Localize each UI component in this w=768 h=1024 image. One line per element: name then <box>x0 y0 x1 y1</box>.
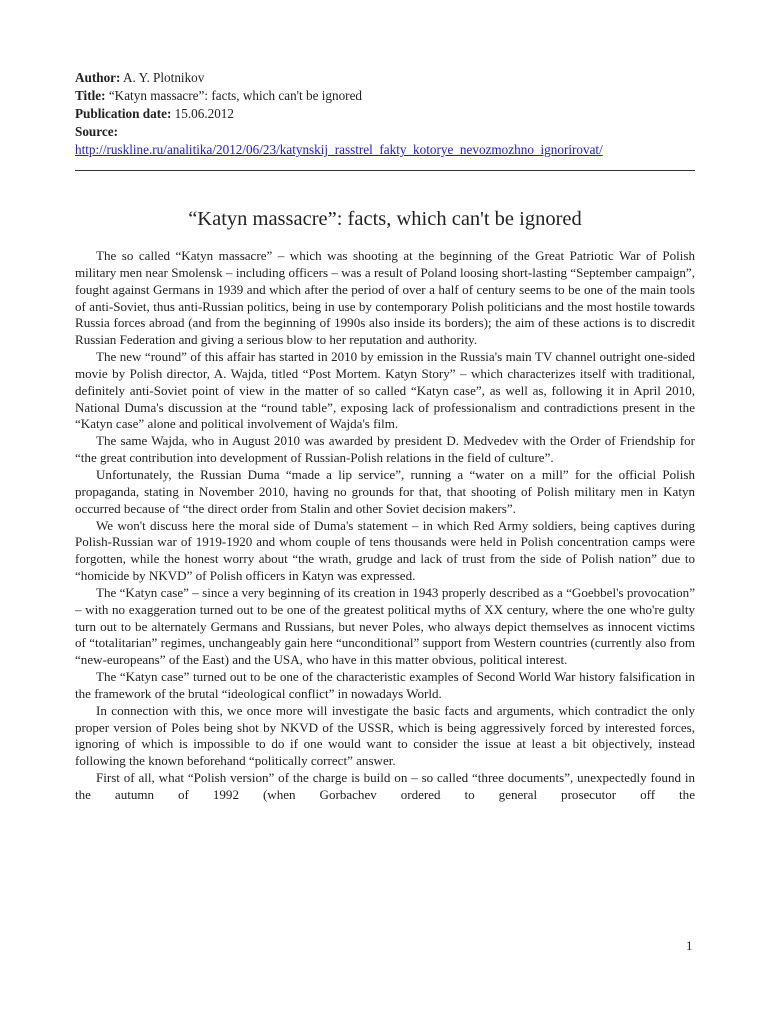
paragraph: We won't discuss here the moral side of Duma's statement – in which Red Army soldiers, being captives during Polish-Russian war of 1919-1920 and whom couple of tens thousands were held in Polish concentration camps were forgotten, while the honest worry about “the wrath, grudge and lack of trust from the side of Polish nation” due to “homicide by NKVD” of Polish officers in Katyn was expressed. <box>75 517 695 584</box>
title-line <box>75 87 715 105</box>
paragraph: First of all, what “Polish version” of the charge is build on – so called “three documents”, unexpectedly found in the autumn of 1992 (when Gorbachev ordered to general prosecutor off the <box>75 770 695 802</box>
page-number: 1 <box>686 938 693 953</box>
author-value: A. Y. Plotnikov <box>123 70 205 85</box>
publication-date-line <box>75 105 715 123</box>
source-label: Source: <box>75 124 118 139</box>
author-line <box>75 69 715 87</box>
paragraph: The same Wajda, who in August 2010 was awarded by president D. Medvedev with the Order of Friendship for “the great contribution into development of Russian-Polish relations in the field of culture”. <box>75 433 695 466</box>
article-heading: “Katyn massacre”: facts, which can't be ignored <box>188 208 582 230</box>
document-metadata <box>75 69 715 159</box>
paragraph: Unfortunately, the Russian Duma “made a lip service”, running a “water on a mill” for the official Polish propaganda, stating in November 2010, having no grounds for that, that shooting of Polish military men in Katyn occurred because of “the direct order from Stalin and other Soviet decision makers”. <box>75 466 695 516</box>
paragraph: The so called “Katyn massacre” – which was shooting at the beginning of the Great Patriotic War of Polish military men near Smolensk – including officers – was a result of Poland loosing short-lasting “September campaign”, fought against Germans in 1939 and which after the period of over a half of century seems to be one of the main tools of anti-Soviet, thus anti-Russian politics, being in use by contemporary Polish politicians and the most hostile towards Russia forces abroad (and from the beginning of 1990s also inside its borders); the aim of these actions is to discredit Russian Federation and giving a serious blow to her reputation and authority. <box>75 248 695 348</box>
horizontal-divider <box>75 170 695 171</box>
source-url-line <box>75 141 715 159</box>
author-label: Author: <box>75 70 121 85</box>
title-value: “Katyn massacre”: facts, which can't be ignored <box>108 88 363 103</box>
publication-date-label: Publication date: <box>75 106 172 121</box>
paragraph: The new “round” of this affair has started in 2010 by emission in the Russia's main TV channel outright one-sided movie by Polish director, A. Wajda, titled “Post Mortem. Katyn Story” – which characterizes itself with traditional, definitely anti-Soviet point of view in the matter of so called “Katyn case”, as well as, following it in April 2010, National Duma's discussion at the “round table”, exposing lack of professionalism and contradictions present in the “Katyn case” alone and political involvement of Wajda's film. <box>75 349 695 432</box>
publication-date-value: 15.06.2012 <box>174 106 234 121</box>
paragraph: In connection with this, we once more will investigate the basic facts and arguments, which contradict the only proper version of Poles being shot by NKVD of the USSR, which is being aggressively forced by interested forces, ignoring of which is impossible to do if one would want to consider the issue at least a bit objectively, instead following the known beforehand “politically correct” answer. <box>75 702 695 769</box>
article-body <box>75 248 695 804</box>
source-link[interactable]: http://ruskline.ru/analitika/2012/06/23/katynskij_rasstrel_fakty_kotorye_nevozmozhno_ignorirovat/ <box>75 142 603 157</box>
source-line <box>75 123 715 141</box>
title-label: Title: <box>75 88 106 103</box>
paragraph: The “Katyn case” turned out to be one of the characteristic examples of Second World War history falsification in the framework of the brutal “ideological conflict” in nowadays World. <box>75 669 695 701</box>
paragraph: The “Katyn case” – since a very beginning of its creation in 1943 properly described as a “Goebbel's provocation” – with no exaggeration turned out to be one of the greatest political myths of XX century, where the one who're gulty turn out to be alternately Germans and Russians, but never Poles, who always depict themselves as innocent victims of “totalitarian” regimes, unchangeably gain here “unconditional” support from Western countries (currently also from “new-europeans” of the East) and the USA, who have in this matter obvious, political interest. <box>75 584 695 668</box>
